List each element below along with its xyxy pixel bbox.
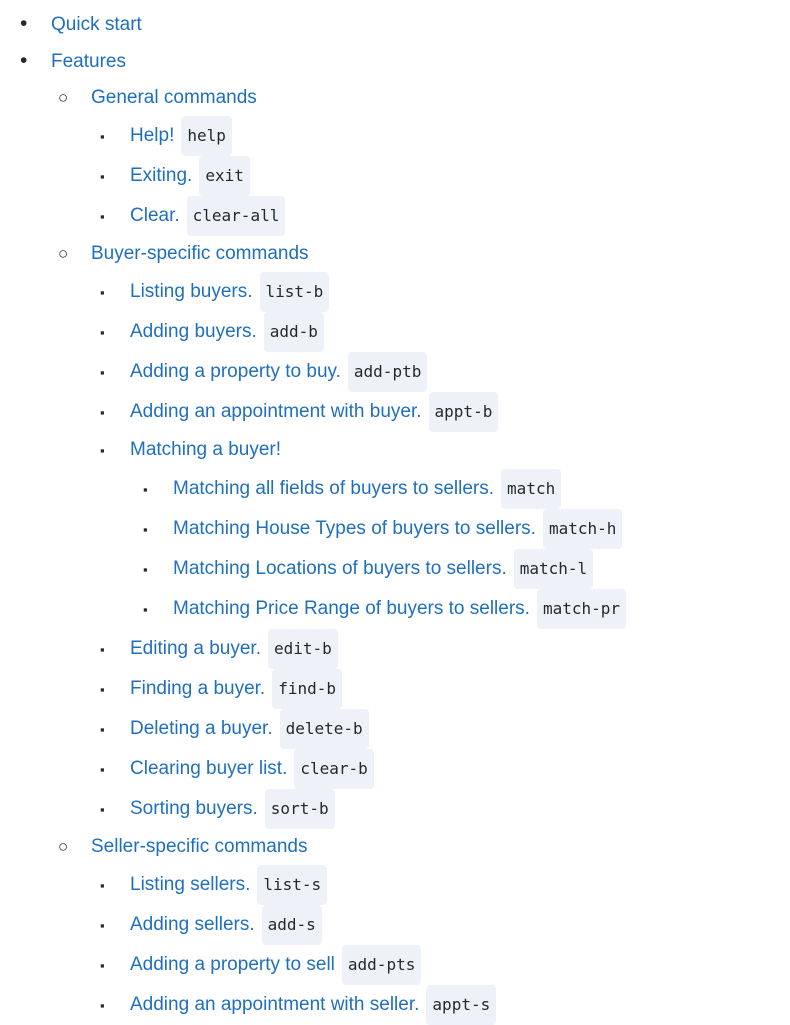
toc-link[interactable]: Adding a property to sell: [130, 954, 335, 975]
command-code: delete-b: [280, 709, 369, 749]
toc-link[interactable]: Matching all fields of buyers to sellers.: [173, 478, 495, 499]
toc-link[interactable]: Adding a property to buy.: [130, 361, 341, 382]
list-bullet-icon: ▪: [100, 169, 105, 184]
toc-row: [0, 789, 790, 829]
toc-row: [0, 43, 790, 80]
command-code: match-h: [543, 509, 622, 549]
toc-item: [0, 549, 790, 589]
list-bullet-icon: ▪: [100, 802, 105, 817]
toc-list: [0, 6, 790, 1025]
toc-row: [0, 509, 790, 549]
toc-row: [0, 352, 790, 392]
list-bullet-icon: ○: [58, 244, 69, 263]
toc-item: [0, 6, 790, 43]
toc-link[interactable]: Adding sellers.: [130, 914, 255, 935]
toc-link[interactable]: Listing buyers.: [130, 281, 253, 302]
command-code: exit: [199, 156, 250, 196]
toc-item: [0, 352, 790, 392]
toc-link[interactable]: Quick start: [51, 14, 142, 35]
toc-link[interactable]: Clearing buyer list.: [130, 758, 288, 779]
toc-row: [0, 392, 790, 432]
toc-row: [0, 272, 790, 312]
toc-row: [0, 312, 790, 352]
command-code: match: [501, 469, 561, 509]
toc-link[interactable]: Finding a buyer.: [130, 678, 266, 699]
toc-item: [0, 629, 790, 669]
list-bullet-icon: ○: [58, 837, 69, 856]
toc-row: [0, 196, 790, 236]
command-code: list-s: [257, 865, 327, 905]
command-code: find-b: [272, 669, 342, 709]
toc-item: [0, 156, 790, 196]
toc-item: [0, 945, 790, 985]
toc-row: [0, 829, 790, 865]
command-code: add-s: [262, 905, 322, 945]
toc-link[interactable]: Clear.: [130, 205, 180, 226]
toc-row: [0, 945, 790, 985]
list-bullet-icon: •: [20, 49, 28, 72]
toc-link[interactable]: Features: [51, 51, 126, 72]
toc-row: [0, 156, 790, 196]
toc-row: [0, 985, 790, 1025]
toc-row: [0, 629, 790, 669]
command-code: add-pts: [342, 945, 421, 985]
command-code: help: [181, 116, 232, 156]
toc-item: [0, 905, 790, 945]
list-bullet-icon: ▪: [100, 642, 105, 657]
toc-item: [0, 432, 790, 469]
list-bullet-icon: ▪: [100, 405, 105, 420]
list-bullet-icon: ▪: [143, 482, 148, 497]
toc-item: [0, 392, 790, 432]
toc-item: [0, 80, 790, 116]
toc-link[interactable]: Editing a buyer.: [130, 638, 261, 659]
toc-link[interactable]: Help!: [130, 125, 175, 146]
list-bullet-icon: ▪: [100, 443, 105, 458]
list-bullet-icon: ▪: [100, 918, 105, 933]
list-bullet-icon: ▪: [100, 365, 105, 380]
toc-item: [0, 829, 790, 865]
list-bullet-icon: ▪: [100, 722, 105, 737]
toc-link[interactable]: Matching a buyer!: [130, 439, 282, 460]
list-bullet-icon: ▪: [100, 325, 105, 340]
list-bullet-icon: ▪: [100, 209, 105, 224]
command-code: match-pr: [537, 589, 626, 629]
toc-item: [0, 196, 790, 236]
list-bullet-icon: ▪: [100, 958, 105, 973]
toc-row: [0, 709, 790, 749]
toc-link[interactable]: Matching Price Range of buyers to sellers.: [173, 598, 530, 619]
toc-link[interactable]: Seller-specific commands: [91, 836, 308, 857]
toc-row: [0, 589, 790, 629]
toc-item: [0, 669, 790, 709]
toc-item: [0, 709, 790, 749]
command-code: appt-s: [426, 985, 496, 1025]
toc-link[interactable]: Listing sellers.: [130, 874, 251, 895]
command-code: clear-b: [294, 749, 373, 789]
toc-row: [0, 432, 790, 469]
list-bullet-icon: ▪: [143, 602, 148, 617]
toc-link[interactable]: Adding an appointment with seller.: [130, 994, 420, 1015]
toc-link[interactable]: Matching Locations of buyers to sellers.: [173, 558, 507, 579]
list-bullet-icon: ▪: [100, 878, 105, 893]
toc-row: [0, 469, 790, 509]
list-bullet-icon: ▪: [100, 129, 105, 144]
command-code: appt-b: [429, 392, 499, 432]
command-code: sort-b: [265, 789, 335, 829]
toc-item: [0, 749, 790, 789]
toc-item: [0, 509, 790, 549]
command-code: list-b: [260, 272, 330, 312]
toc-item: [0, 865, 790, 905]
toc-link[interactable]: Deleting a buyer.: [130, 718, 273, 739]
command-code: add-b: [264, 312, 324, 352]
toc-item: [0, 469, 790, 509]
command-code: match-l: [514, 549, 593, 589]
toc-item: [0, 589, 790, 629]
list-bullet-icon: ▪: [100, 998, 105, 1013]
list-bullet-icon: ○: [58, 88, 69, 107]
list-bullet-icon: ▪: [100, 762, 105, 777]
toc-link[interactable]: Adding an appointment with buyer.: [130, 401, 422, 422]
list-bullet-icon: ▪: [100, 285, 105, 300]
list-bullet-icon: ▪: [143, 562, 148, 577]
toc-link[interactable]: Matching House Types of buyers to sellers.: [173, 518, 536, 539]
toc-row: [0, 549, 790, 589]
command-code: edit-b: [268, 629, 338, 669]
command-code: add-ptb: [348, 352, 427, 392]
toc-item: [0, 43, 790, 80]
toc-row: [0, 905, 790, 945]
toc-item: [0, 985, 790, 1025]
toc-item: [0, 236, 790, 272]
toc-link[interactable]: Exiting.: [130, 165, 193, 186]
toc-row: [0, 116, 790, 156]
toc-row: [0, 749, 790, 789]
toc-row: [0, 80, 790, 116]
toc-row: [0, 6, 790, 43]
toc-row: [0, 669, 790, 709]
toc-row: [0, 865, 790, 905]
toc-link[interactable]: Buyer-specific commands: [91, 243, 309, 264]
list-bullet-icon: ▪: [100, 682, 105, 697]
list-bullet-icon: •: [20, 12, 28, 35]
toc-row: [0, 236, 790, 272]
toc-link[interactable]: General commands: [91, 87, 257, 108]
toc-item: [0, 272, 790, 312]
command-code: clear-all: [187, 196, 286, 236]
toc-link[interactable]: Sorting buyers.: [130, 798, 258, 819]
list-bullet-icon: ▪: [143, 522, 148, 537]
toc-item: [0, 312, 790, 352]
toc-item: [0, 116, 790, 156]
toc-item: [0, 789, 790, 829]
toc-link[interactable]: Adding buyers.: [130, 321, 257, 342]
